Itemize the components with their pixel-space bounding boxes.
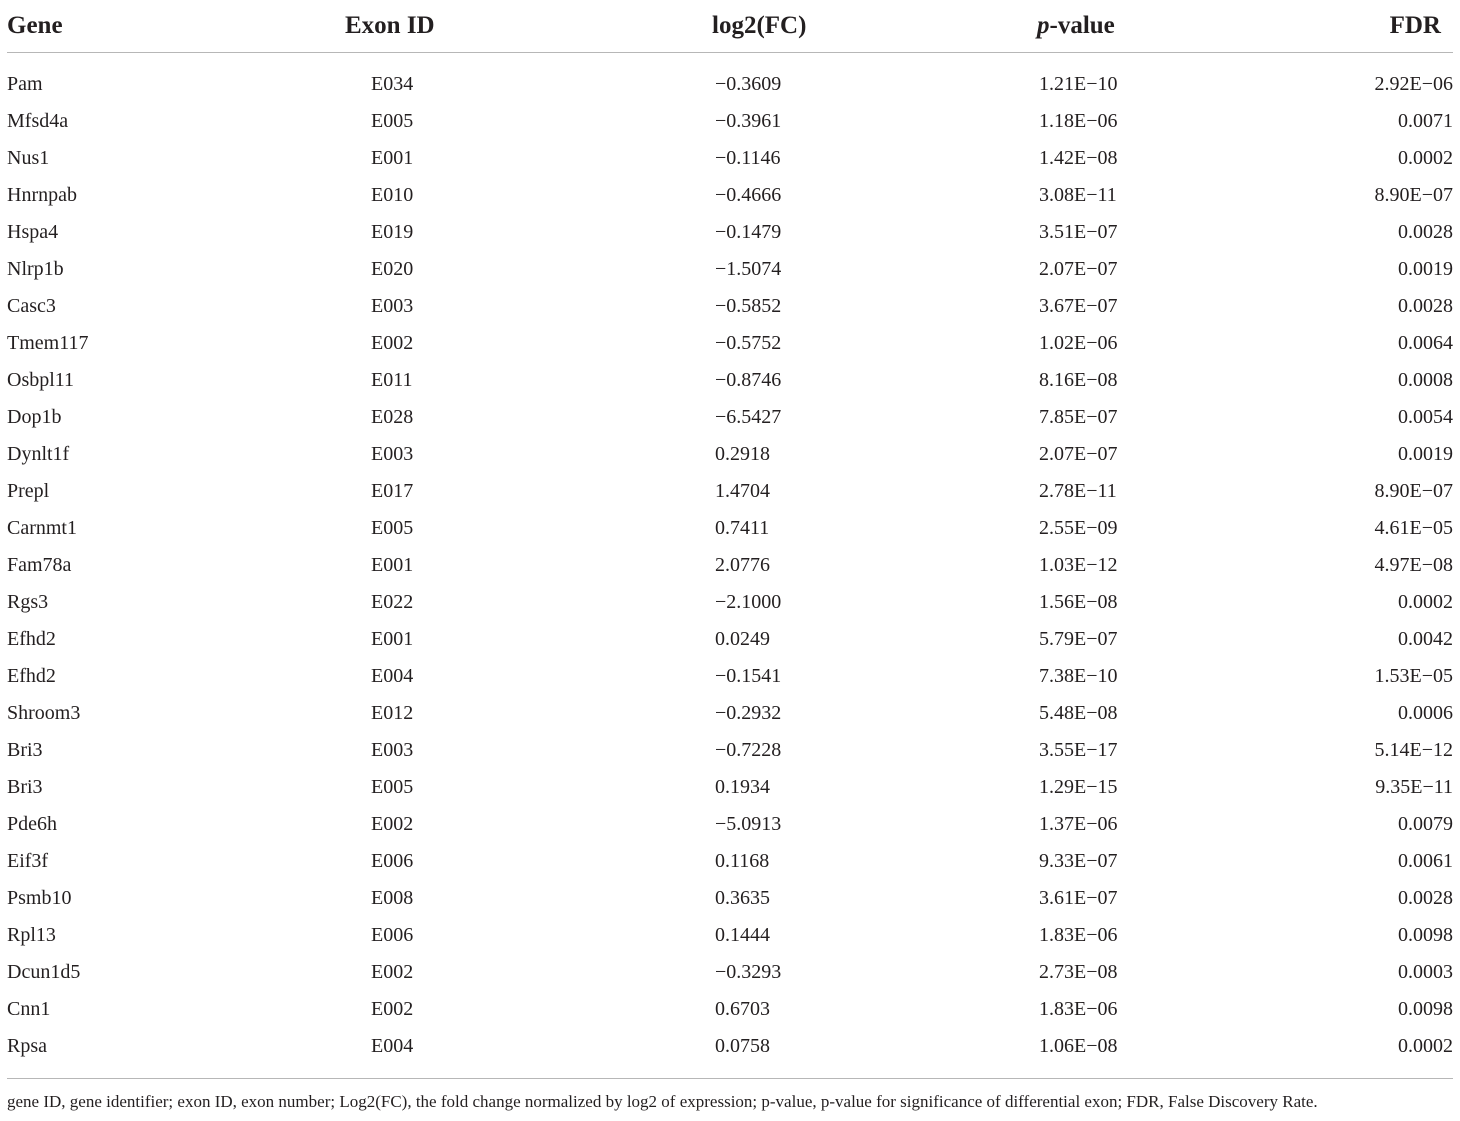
table-row — [7, 546, 1453, 583]
cell-gene: Dynlt1f — [7, 442, 70, 465]
cell-gene: Pde6h — [7, 812, 57, 835]
cell-fdr: 0.0061 — [1398, 849, 1453, 872]
header-exon-id: Exon ID — [307, 0, 497, 53]
table-row — [7, 731, 1453, 768]
cell-log2fc: 0.2918 — [715, 442, 770, 465]
table-row — [7, 102, 1453, 139]
cell-fdr: 0.0079 — [1398, 812, 1453, 835]
cell-fdr: 0.0098 — [1398, 997, 1453, 1020]
cell-p-value: 5.79E−07 — [1039, 627, 1118, 650]
table-row — [7, 879, 1453, 916]
table-row — [7, 509, 1453, 546]
cell-exon-id: E006 — [371, 849, 414, 872]
cell-log2fc: −0.1541 — [715, 664, 782, 687]
cell-gene: Psmb10 — [7, 886, 72, 909]
cell-fdr: 0.0019 — [1398, 257, 1453, 280]
cell-p-value: 1.29E−15 — [1039, 775, 1118, 798]
cell-fdr: 0.0028 — [1398, 886, 1453, 909]
cell-log2fc: −0.1479 — [715, 220, 782, 243]
cell-log2fc: −0.3293 — [715, 960, 782, 983]
cell-fdr: 1.53E−05 — [1374, 664, 1453, 687]
header-fdr: FDR — [1217, 0, 1453, 53]
cell-p-value: 9.33E−07 — [1039, 849, 1118, 872]
table-row — [7, 620, 1453, 657]
cell-fdr: 4.61E−05 — [1374, 516, 1453, 539]
cell-log2fc: 0.7411 — [715, 516, 770, 539]
cell-log2fc: −2.1000 — [715, 590, 782, 613]
cell-log2fc: −0.1146 — [715, 146, 781, 169]
table-row — [7, 768, 1453, 805]
cell-fdr: 0.0028 — [1398, 220, 1453, 243]
cell-log2fc: 0.1444 — [715, 923, 770, 946]
cell-exon-id: E010 — [371, 183, 414, 206]
header-row — [7, 0, 1453, 53]
cell-fdr: 0.0002 — [1398, 590, 1453, 613]
cell-p-value: 1.03E−12 — [1039, 553, 1118, 576]
data-table-container — [7, 0, 1453, 1079]
cell-gene: Casc3 — [7, 294, 56, 317]
cell-exon-id: E017 — [371, 479, 414, 502]
cell-p-value: 1.02E−06 — [1039, 331, 1118, 354]
cell-exon-id: E001 — [371, 627, 414, 650]
cell-exon-id: E008 — [371, 886, 414, 909]
cell-exon-id: E020 — [371, 257, 414, 280]
cell-gene: Pam — [7, 72, 43, 95]
cell-p-value: 1.83E−06 — [1039, 997, 1118, 1020]
cell-exon-id: E022 — [371, 590, 414, 613]
cell-gene: Dcun1d5 — [7, 960, 81, 983]
cell-fdr: 0.0006 — [1398, 701, 1453, 724]
cell-fdr: 0.0098 — [1398, 923, 1453, 946]
cell-fdr: 0.0008 — [1398, 368, 1453, 391]
table-row — [7, 250, 1453, 287]
header-log2fc: log2(FC) — [497, 0, 887, 53]
cell-fdr: 0.0028 — [1398, 294, 1453, 317]
cell-exon-id: E005 — [371, 775, 414, 798]
header-gene: Gene — [7, 0, 307, 53]
cell-p-value: 2.07E−07 — [1039, 442, 1118, 465]
cell-p-value: 1.37E−06 — [1039, 812, 1118, 835]
cell-fdr: 0.0071 — [1398, 109, 1453, 132]
cell-exon-id: E028 — [371, 405, 414, 428]
cell-p-value: 1.56E−08 — [1039, 590, 1118, 613]
cell-fdr: 8.90E−07 — [1374, 183, 1453, 206]
table-row — [7, 213, 1453, 250]
cell-log2fc: 0.1168 — [715, 849, 770, 872]
cell-p-value: 3.55E−17 — [1039, 738, 1118, 761]
cell-log2fc: 0.6703 — [715, 997, 770, 1020]
cell-p-value: 1.18E−06 — [1039, 109, 1118, 132]
cell-log2fc: −0.8746 — [715, 368, 782, 391]
cell-fdr: 5.14E−12 — [1374, 738, 1453, 761]
cell-fdr: 2.92E−06 — [1374, 72, 1453, 95]
cell-p-value: 8.16E−08 — [1039, 368, 1118, 391]
cell-p-value: 3.67E−07 — [1039, 294, 1118, 317]
cell-gene: Prepl — [7, 479, 50, 502]
cell-gene: Rgs3 — [7, 590, 49, 613]
table-row — [7, 916, 1453, 953]
cell-p-value: 2.07E−07 — [1039, 257, 1118, 280]
cell-gene: Hspa4 — [7, 220, 59, 243]
cell-log2fc: 0.1934 — [715, 775, 770, 798]
cell-exon-id: E004 — [371, 664, 414, 687]
cell-exon-id: E003 — [371, 442, 414, 465]
table-body — [7, 53, 1453, 1079]
table-row — [7, 805, 1453, 842]
table-row — [7, 435, 1453, 472]
table-row — [7, 1027, 1453, 1079]
cell-exon-id: E001 — [371, 553, 414, 576]
cell-p-value: 1.21E−10 — [1039, 72, 1118, 95]
cell-gene: Eif3f — [7, 849, 49, 872]
cell-log2fc: −6.5427 — [715, 405, 782, 428]
cell-fdr: 0.0042 — [1398, 627, 1453, 650]
cell-exon-id: E002 — [371, 997, 414, 1020]
cell-gene: Cnn1 — [7, 997, 51, 1020]
cell-log2fc: 0.0249 — [715, 627, 770, 650]
cell-fdr: 9.35E−11 — [1375, 775, 1453, 798]
cell-gene: Nlrp1b — [7, 257, 64, 280]
cell-fdr: 0.0002 — [1398, 146, 1453, 169]
cell-log2fc: −0.5852 — [715, 294, 782, 317]
cell-log2fc: −0.4666 — [715, 183, 782, 206]
cell-gene: Shroom3 — [7, 701, 81, 724]
cell-gene: Efhd2 — [7, 664, 56, 687]
cell-log2fc: 0.0758 — [715, 1034, 770, 1057]
cell-p-value: 5.48E−08 — [1039, 701, 1118, 724]
cell-log2fc: 2.0776 — [715, 553, 770, 576]
table-row — [7, 990, 1453, 1027]
cell-fdr: 8.90E−07 — [1374, 479, 1453, 502]
cell-p-value: 3.51E−07 — [1039, 220, 1118, 243]
table-row — [7, 361, 1453, 398]
table-row — [7, 583, 1453, 620]
cell-exon-id: E005 — [371, 109, 414, 132]
cell-p-value: 7.38E−10 — [1039, 664, 1118, 687]
cell-gene: Fam78a — [7, 553, 72, 576]
cell-log2fc: −0.3961 — [715, 109, 782, 132]
cell-fdr: 4.97E−08 — [1374, 553, 1453, 576]
cell-p-value: 1.06E−08 — [1039, 1034, 1118, 1057]
table-row — [7, 842, 1453, 879]
cell-gene: Rpsa — [7, 1034, 47, 1057]
cell-gene: Rpl13 — [7, 923, 56, 946]
table-row — [7, 657, 1453, 694]
cell-exon-id: E034 — [371, 72, 414, 95]
table-row — [7, 694, 1453, 731]
table-row — [7, 176, 1453, 213]
cell-exon-id: E002 — [371, 812, 414, 835]
cell-exon-id: E002 — [371, 960, 414, 983]
cell-gene: Dop1b — [7, 405, 62, 428]
cell-p-value: 2.78E−11 — [1039, 479, 1117, 502]
cell-exon-id: E019 — [371, 220, 414, 243]
cell-log2fc: −1.5074 — [715, 257, 782, 280]
cell-gene: Bri3 — [7, 775, 43, 798]
cell-fdr: 0.0054 — [1398, 405, 1453, 428]
cell-p-value: 1.83E−06 — [1039, 923, 1118, 946]
cell-p-value: 7.85E−07 — [1039, 405, 1118, 428]
cell-exon-id: E012 — [371, 701, 414, 724]
cell-fdr: 0.0019 — [1398, 442, 1453, 465]
cell-gene: Tmem117 — [7, 331, 89, 354]
cell-exon-id: E004 — [371, 1034, 414, 1057]
table-row — [7, 472, 1453, 509]
cell-p-value: 3.61E−07 — [1039, 886, 1118, 909]
table-header — [7, 0, 1453, 53]
cell-gene: Hnrnpab — [7, 183, 77, 206]
header-p-value-rest: -value — [1049, 12, 1115, 39]
cell-log2fc: 0.3635 — [715, 886, 770, 909]
table-row — [7, 139, 1453, 176]
cell-log2fc: −0.3609 — [715, 72, 782, 95]
cell-gene: Nus1 — [7, 146, 50, 169]
cell-exon-id: E003 — [371, 294, 414, 317]
cell-gene: Carnmt1 — [7, 516, 77, 539]
table-row — [7, 324, 1453, 361]
cell-log2fc: −0.7228 — [715, 738, 782, 761]
cell-exon-id: E002 — [371, 331, 414, 354]
table-row — [7, 398, 1453, 435]
table-row — [7, 953, 1453, 990]
table-footnote: gene ID, gene identifier; exon ID, exon number; Log2(FC), the fold change normalized by log2 of expression; p-value, p-value for significance of differential exon; FDR, False Discovery Rate. — [7, 1092, 1318, 1111]
cell-p-value: 1.42E−08 — [1039, 146, 1118, 169]
cell-exon-id: E003 — [371, 738, 414, 761]
cell-fdr: 0.0002 — [1398, 1034, 1453, 1057]
header-p-value — [887, 0, 1217, 53]
cell-p-value: 3.08E−11 — [1039, 183, 1117, 206]
cell-log2fc: −0.2932 — [715, 701, 782, 724]
cell-fdr: 0.0064 — [1398, 331, 1453, 354]
header-p-value-italic: p — [1037, 12, 1050, 39]
cell-fdr: 0.0003 — [1398, 960, 1453, 983]
cell-gene: Bri3 — [7, 738, 43, 761]
cell-gene: Efhd2 — [7, 627, 56, 650]
cell-p-value: 2.73E−08 — [1039, 960, 1118, 983]
cell-log2fc: −5.0913 — [715, 812, 782, 835]
cell-p-value: 2.55E−09 — [1039, 516, 1118, 539]
cell-exon-id: E001 — [371, 146, 414, 169]
cell-log2fc: 1.4704 — [715, 479, 770, 502]
table-row — [7, 287, 1453, 324]
cell-exon-id: E005 — [371, 516, 414, 539]
cell-gene: Osbpl11 — [7, 368, 75, 391]
cell-exon-id: E011 — [371, 368, 413, 391]
differential-exon-table — [7, 0, 1453, 1079]
cell-gene: Mfsd4a — [7, 109, 69, 132]
table-row — [7, 53, 1453, 103]
cell-exon-id: E006 — [371, 923, 414, 946]
cell-log2fc: −0.5752 — [715, 331, 782, 354]
